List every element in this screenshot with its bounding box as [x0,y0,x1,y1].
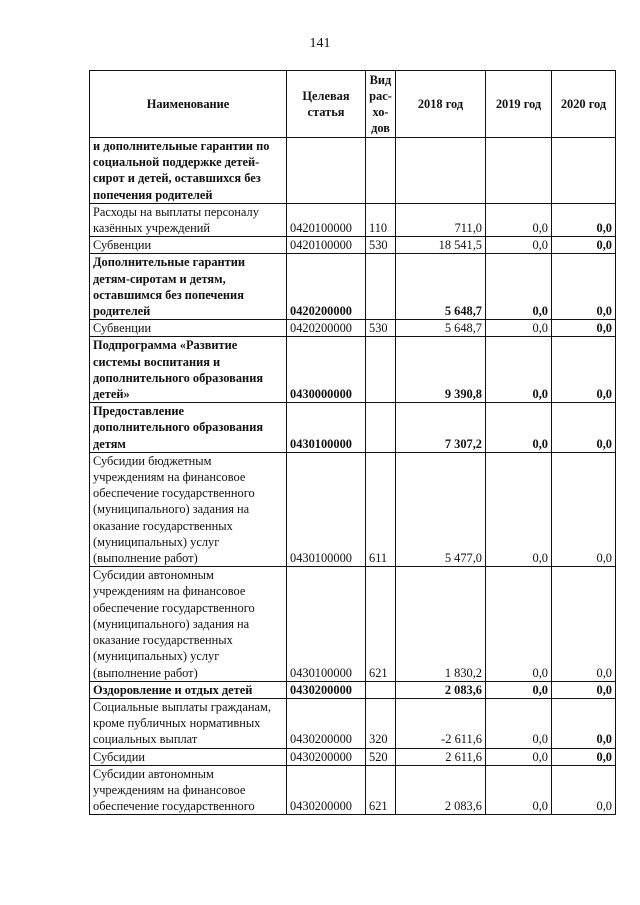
row-2019: 0,0 [486,452,552,566]
row-name: Субсидии бюджетным учреждениям на финансовое обеспечение государственного (муниципального) задания на оказание государственных (муниципальных) услуг (выполнение работ) [90,452,287,566]
table-row [90,452,616,566]
row-2018: 5 648,7 [396,254,486,320]
row-2020: 0,0 [552,203,616,236]
row-2020: 0,0 [552,403,616,453]
page-number: 141 [309,36,331,51]
row-2018: 18 541,5 [396,237,486,254]
table-row [90,765,616,815]
row-kind: 520 [366,748,396,765]
table-row [90,138,616,204]
row-2018: -2 611,6 [396,698,486,748]
row-code: 0430100000 [287,452,366,566]
table-row [90,203,616,236]
row-2019: 0,0 [486,765,552,815]
row-kind: 621 [366,765,396,815]
row-kind [366,681,396,698]
row-code: 0430200000 [287,698,366,748]
row-name: Субвенции [90,320,287,337]
row-name: Социальные выплаты гражданам, кроме публичных нормативных социальных выплат [90,698,287,748]
row-name: Предоставление дополнительного образования детям [90,403,287,453]
row-2018 [396,138,486,204]
header-2018: 2018 год [396,71,486,138]
row-2019: 0,0 [486,681,552,698]
row-2020: 0,0 [552,254,616,320]
row-2019: 0,0 [486,237,552,254]
table-row [90,403,616,453]
row-2020: 0,0 [552,765,616,815]
table-row [90,698,616,748]
table-row [90,320,616,337]
table-row [90,567,616,681]
row-2020: 0,0 [552,452,616,566]
row-name: Расходы на выплаты персоналу казённых учреждений [90,203,287,236]
row-code: 0430100000 [287,567,366,681]
row-2019 [486,138,552,204]
row-code: 0420100000 [287,237,366,254]
row-kind: 621 [366,567,396,681]
row-2020: 0,0 [552,237,616,254]
row-kind [366,337,396,403]
table-row [90,681,616,698]
row-2019: 0,0 [486,337,552,403]
row-2020: 0,0 [552,748,616,765]
table-row [90,254,616,320]
row-code: 0420200000 [287,254,366,320]
row-2018: 9 390,8 [396,337,486,403]
row-name: Дополнительные гарантии детям-сиротам и детям, оставшимся без попечения родителей [90,254,287,320]
row-name: Подпрограмма «Развитие системы воспитания и дополнительного образования детей» [90,337,287,403]
row-2020 [552,138,616,204]
row-kind: 611 [366,452,396,566]
row-name: Субсидии автономным учреждениям на финансовое обеспечение государственного [90,765,287,815]
row-name: Субсидии автономным учреждениям на финансовое обеспечение государственного (муниципального) задания на оказание государственных (муниципальных) услуг (выполнение работ) [90,567,287,681]
row-code: 0430100000 [287,403,366,453]
row-2018: 711,0 [396,203,486,236]
header-name: Наименование [90,71,287,138]
row-2018: 2 083,6 [396,765,486,815]
row-kind: 320 [366,698,396,748]
row-name: Субвенции [90,237,287,254]
row-2019: 0,0 [486,567,552,681]
row-2020: 0,0 [552,681,616,698]
row-code: 0430200000 [287,748,366,765]
row-2019: 0,0 [486,320,552,337]
row-code [287,138,366,204]
header-expense-kind: Вид рас-хо-дов [366,71,396,138]
row-kind: 530 [366,237,396,254]
row-2018: 1 830,2 [396,567,486,681]
row-code: 0430000000 [287,337,366,403]
row-kind [366,254,396,320]
row-name: Оздоровление и отдых детей [90,681,287,698]
row-kind [366,403,396,453]
row-2018: 7 307,2 [396,403,486,453]
row-kind: 530 [366,320,396,337]
row-2019: 0,0 [486,254,552,320]
row-2020: 0,0 [552,320,616,337]
row-name: и дополнительные гарантии по социальной поддержке детей-сирот и детей, оставшихся без попечения родителей [90,138,287,204]
row-code: 0430200000 [287,681,366,698]
row-2020: 0,0 [552,337,616,403]
row-2018: 5 648,7 [396,320,486,337]
row-code: 0420200000 [287,320,366,337]
row-2019: 0,0 [486,698,552,748]
row-name: Субсидии [90,748,287,765]
table-row [90,337,616,403]
table-row [90,237,616,254]
row-kind: 110 [366,203,396,236]
header-2019: 2019 год [486,71,552,138]
row-code: 0430200000 [287,765,366,815]
budget-table [89,70,616,815]
row-2019: 0,0 [486,403,552,453]
row-kind [366,138,396,204]
row-2018: 2 611,6 [396,748,486,765]
row-2018: 5 477,0 [396,452,486,566]
header-target-article: Целевая статья [287,71,366,138]
row-2020: 0,0 [552,698,616,748]
table-row [90,748,616,765]
table-header-row [90,71,616,138]
row-2019: 0,0 [486,748,552,765]
row-2019: 0,0 [486,203,552,236]
row-2020: 0,0 [552,567,616,681]
row-code: 0420100000 [287,203,366,236]
row-2018: 2 083,6 [396,681,486,698]
header-2020: 2020 год [552,71,616,138]
